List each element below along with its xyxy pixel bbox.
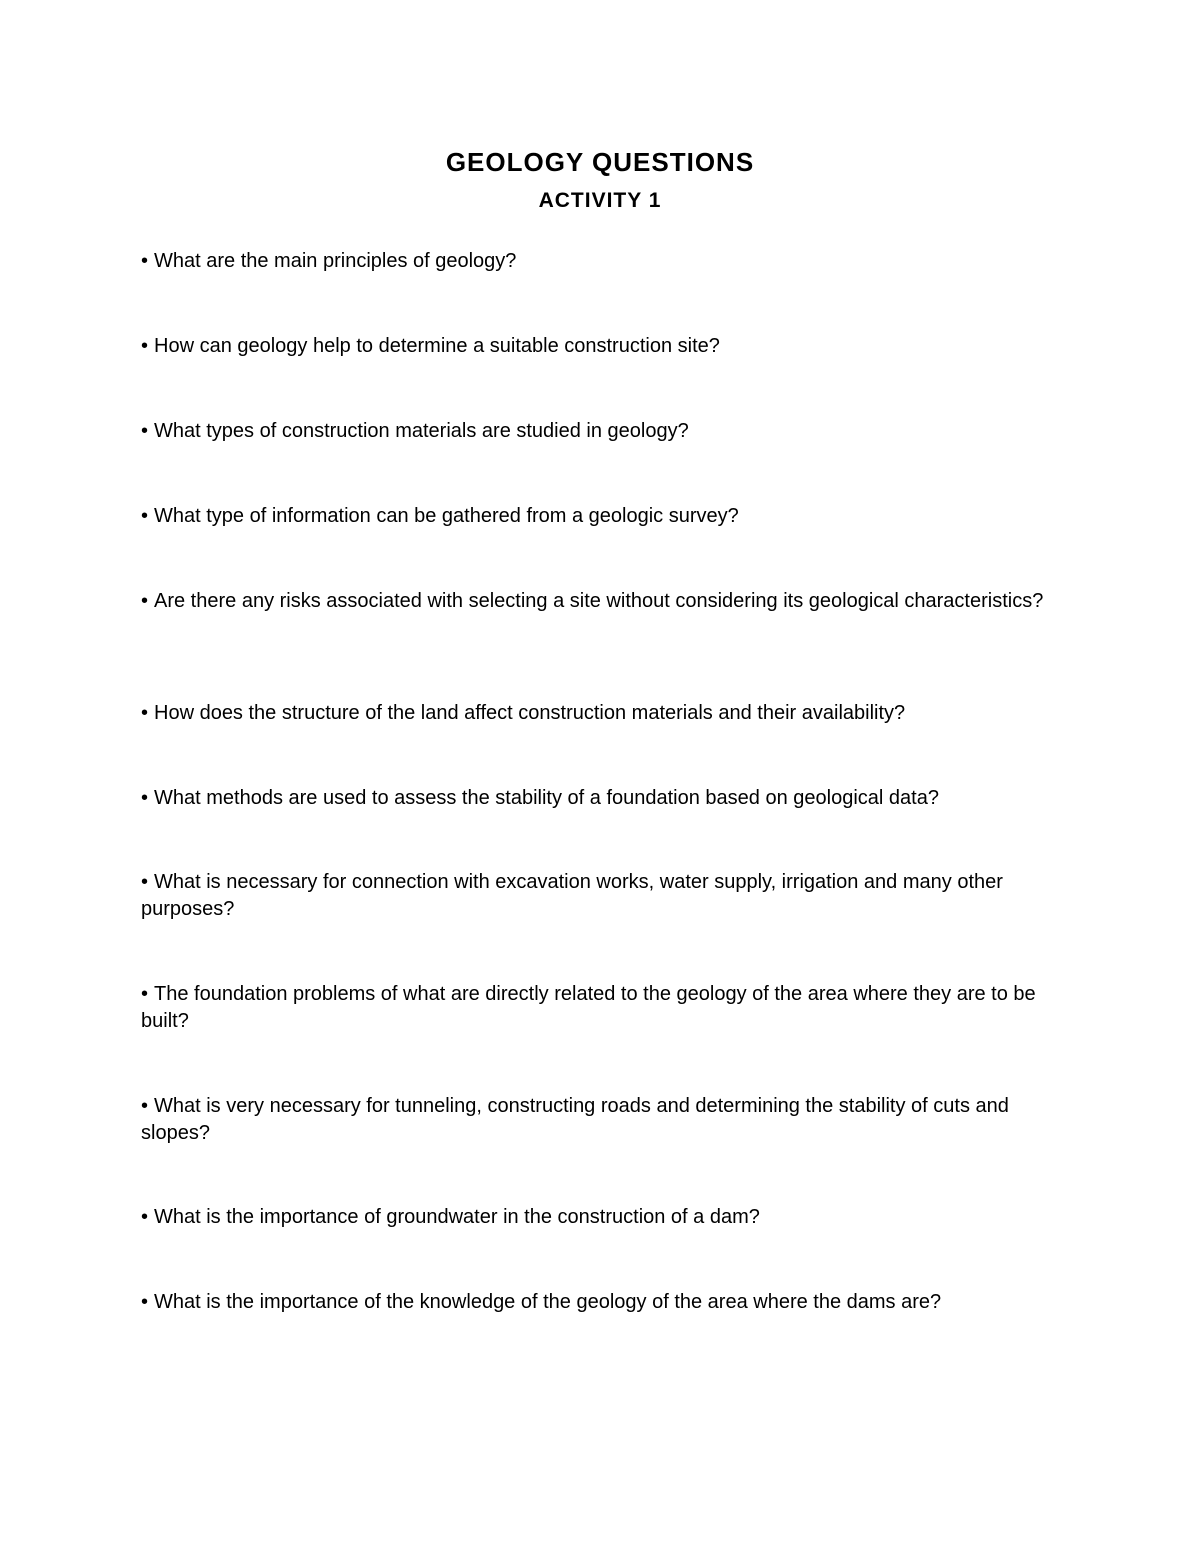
- question-item: [141, 1289, 1061, 1316]
- question-item: [141, 588, 1061, 615]
- bullet-icon: •: [141, 1291, 149, 1313]
- question-text: What is very necessary for tunneling, constructing roads and determining the stability of cuts and slopes?: [141, 1095, 1009, 1144]
- question-item: [141, 1204, 1061, 1231]
- question-item: [141, 700, 1061, 727]
- bullet-icon: •: [141, 505, 149, 527]
- question-text: What type of information can be gathered from a geologic survey?: [154, 505, 739, 527]
- bullet-icon: •: [141, 702, 149, 724]
- question-item: [141, 785, 1061, 812]
- bullet-icon: •: [141, 983, 149, 1005]
- question-item: [141, 418, 1061, 445]
- bullet-icon: •: [141, 250, 149, 272]
- bullet-icon: •: [141, 590, 149, 612]
- bullet-icon: •: [141, 787, 149, 809]
- bullet-icon: •: [141, 1206, 149, 1228]
- question-item: [141, 1093, 1061, 1147]
- question-item: [141, 869, 1061, 923]
- question-text: What are the main principles of geology?: [154, 250, 517, 272]
- question-item: [141, 503, 1061, 530]
- question-item: [141, 248, 1061, 275]
- question-text: How does the structure of the land affect construction materials and their availability?: [154, 702, 906, 724]
- bullet-icon: •: [141, 1095, 149, 1117]
- question-text: What types of construction materials are studied in geology?: [154, 420, 689, 442]
- question-text: What methods are used to assess the stability of a foundation based on geological data?: [154, 787, 939, 809]
- page-subtitle: ACTIVITY 1: [538, 189, 662, 212]
- question-text: The foundation problems of what are directly related to the geology of the area where they are to be built?: [141, 983, 1036, 1032]
- page-title: GEOLOGY QUESTIONS: [445, 147, 755, 177]
- question-text: What is the importance of the knowledge of the geology of the area where the dams are?: [154, 1291, 942, 1313]
- question-text: What is the importance of groundwater in the construction of a dam?: [154, 1206, 760, 1228]
- question-text: Are there any risks associated with selecting a site without considering its geological characteristics?: [154, 590, 1044, 612]
- question-item: [141, 333, 1061, 360]
- bullet-icon: •: [141, 335, 149, 357]
- question-text: What is necessary for connection with excavation works, water supply, irrigation and many other purposes?: [141, 871, 1003, 920]
- bullet-icon: •: [141, 871, 149, 893]
- question-item: [141, 981, 1061, 1035]
- bullet-icon: •: [141, 420, 149, 442]
- question-text: How can geology help to determine a suitable construction site?: [154, 335, 720, 357]
